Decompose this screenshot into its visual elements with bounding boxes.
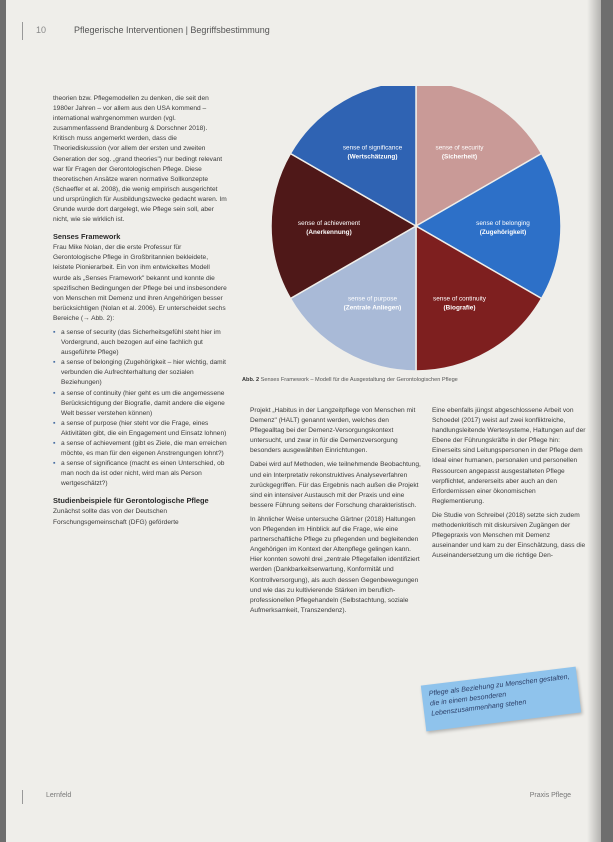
running-footer bbox=[6, 792, 601, 806]
intro-paragraph: theorien bzw. Pflegemodellen zu denken, die seit den 1980er Jahren – vor allem aus den USA kommend – international wahrgenommen wurden (vgl. zusammenfassend Brandenburg & Dorschner 2018). Kritisch muss angemerkt werden, dass die Theoriediskussion (vor allem der ersten und zweiten Generation der sog. „grand theories") nur bedingt relevant war für Fragen der Gerontologischen Pflege. Diese theoretischen Ansätze waren normative Sollkonzepte (Schaeffer et al. 2008), die wenig empirisch ausgerichtet und ursprünglich für Ausbildungszwecke gedacht waren. Im Grunde wurde dort dargelegt, wie Pflege sein soll, aber nicht, wie sie wirklich ist. bbox=[53, 95, 227, 224]
heading-study-examples: Studienbeispiele für Gerontologische Pflege bbox=[53, 496, 209, 506]
figure-caption bbox=[242, 377, 597, 383]
list-item: ▪ a sense of belonging (Zugehörigkeit – hier wichtig, damit verbunden die Aufrechterhaltung der sozialen Beziehungen) bbox=[53, 358, 229, 388]
list-item: ▪ a sense of significance (macht es einen Unterschied, ob man noch da ist oder nicht, wird man als Person wertgeschätzt?) bbox=[53, 459, 229, 489]
sticky-note-text: Pflege als Beziehung zu Menschen gestalten, die in einem besonderen Lebenszusammenhang stehen bbox=[428, 673, 570, 718]
slice-sublabel-4: (Zentrale Anliegen) bbox=[343, 304, 402, 312]
slice-sublabel-5: (Anerkennung) bbox=[306, 229, 352, 236]
heading-senses-framework: Senses Framework bbox=[53, 232, 121, 242]
page-number: 10 bbox=[36, 25, 47, 35]
paragraph: Dabei wird auf Methoden, wie teilnehmende Beobachtung, und ein Interpretativ rekonstruktives Analyseverfahren zurückgegriffen. Für das Ergebnis nach außen die Projekt sind ein intensiver Austausch mit der Praxis und eine bessere Führung seitens der Forschung charakteristisch. bbox=[250, 461, 421, 509]
document-page bbox=[6, 0, 601, 842]
caption-label: Abb. 2 bbox=[242, 377, 260, 383]
senses-pie-chart bbox=[242, 86, 596, 376]
running-header bbox=[6, 22, 601, 40]
footer-right: Praxis Pflege bbox=[529, 792, 571, 799]
paragraph: Die Studie von Schreibel (2018) setzte sich zudem methodenkritisch mit diskursiven Zugängen der Pflegepraxis von Menschen mit Demenz auseinander und kam zu der Einschätzung, dass die Auseinandersetzung um die richtige Den- bbox=[432, 511, 586, 560]
slice-label-6: sense of significance bbox=[342, 144, 403, 152]
sticky-note bbox=[421, 667, 581, 732]
paragraph: Projekt „Habitus in der Langzeitpflege von Menschen mit Demenz" (HALT) genannt werden, welches den Pflegealltag bei der Demenz-Versorgungskontext untersucht, und zwar in für die Demenzversorgung besonders ausgewählten Einrichtungen. bbox=[250, 407, 416, 455]
slice-label-3: sense of continuity bbox=[433, 295, 486, 303]
list-item: ▪ a sense of security (das Sicherheitsgefühl steht hier im Vordergrund, auch bezogen auf eine fachlich gut ausgeführte Pflege) bbox=[53, 328, 229, 358]
column-middle bbox=[250, 406, 422, 620]
list-item: ▪ a sense of purpose (hier steht vor die Frage, eines Aktivitäten gibt, die ein Engagement und Einsatz lohnen) bbox=[53, 419, 229, 439]
list-item: ▪ a sense of continuity (hier geht es um die angemessene Berücksichtigung der Biografie, damit andere die eigene Welt besser verstehen können) bbox=[53, 389, 229, 419]
header-title: Pflegerische Interventionen | Begriffsbestimmung bbox=[74, 25, 270, 35]
column-left bbox=[53, 94, 229, 532]
slice-label-1: sense of security bbox=[435, 144, 484, 152]
footer-left: Lernfeld bbox=[46, 792, 72, 799]
pie-svg bbox=[242, 86, 596, 376]
senses-paragraph: Frau Mike Nolan, der die erste Professur für Gerontologische Pflege in Großbritannien bekleidete, leistete Pionierarbeit. Ein von ihm entwickeltes Modell wurde als „Senses Framework" bekannt und konnte die spezifischen Bedingungen der Pflege bei und insbesondere von Menschen mit Demenz und ihren Angehörigen besser berücksichtigen (Nolan et al. 2006). Er unterscheidet sechs Bereiche (→ Abb. 2): bbox=[53, 244, 227, 322]
caption-text: Senses Framework – Modell für die Ausgestaltung der Gerontologischen Pflege bbox=[260, 377, 458, 383]
list-item: ▪ a sense of achievement (gibt es Ziele, die man erreichen möchte, es man für den eigenen Anstrengungen lohnt?) bbox=[53, 439, 229, 459]
slice-label-4: sense of purpose bbox=[347, 295, 398, 303]
study-paragraph: Zunächst sollte das von der Deutschen Forschungsgemeinschaft (DFG) geförderte bbox=[53, 508, 179, 526]
paragraph: In ähnlicher Weise untersuche Gärtner (2018) Haltungen von Pflegenden im Hinblick auf die Frage, wie eine partnerschaftliche Pflege zu pflegenden und begleitenden Angehörigen im Kontext der Altenpflege gelingen kann. Hier konnten sowohl drei „zentrale Pflegefallen identifiziert werden (Dankbarkeitserwartung, Konformität und Kontrollversorgung), als auch dessen Gegenbewegungen und wie das zu kultivierende Stärken im beruflich-professionellen Pflegehandeln (Selbstachtung, soziale Aufmerksamkeit, Transzendenz). bbox=[250, 515, 420, 614]
slice-label-2: sense of belonging bbox=[476, 220, 530, 227]
slice-sublabel-2: (Zugehörigkeit) bbox=[479, 229, 527, 236]
slice-label-5: sense of achievement bbox=[297, 220, 361, 227]
footer-rule bbox=[22, 790, 23, 804]
header-rule bbox=[22, 22, 23, 40]
paragraph: Eine ebenfalls jüngst abgeschlossene Arbeit von Schoedel (2017) weist auf zwei konfliktreiche, handlungsleitende Wertesysteme, Haltungen auf der Ebene der Führungskräfte in der Pflege hin: Einerseits sind Leitungspersonen in der Pflege dem Ideal einer humanen, personalen und personellen Ressourcen angepasst ausgestalteten Pflege verpflichtet, andererseits aber auch an den Erfordernissen einer ökonomischen Reglementierung. bbox=[432, 407, 586, 505]
slice-sublabel-6: (Wertschätzung) bbox=[347, 153, 398, 161]
slice-sublabel-3: (Biografie) bbox=[443, 304, 476, 312]
slice-sublabel-1: (Sicherheit) bbox=[441, 153, 478, 161]
column-right bbox=[432, 406, 588, 565]
senses-list bbox=[53, 328, 229, 490]
